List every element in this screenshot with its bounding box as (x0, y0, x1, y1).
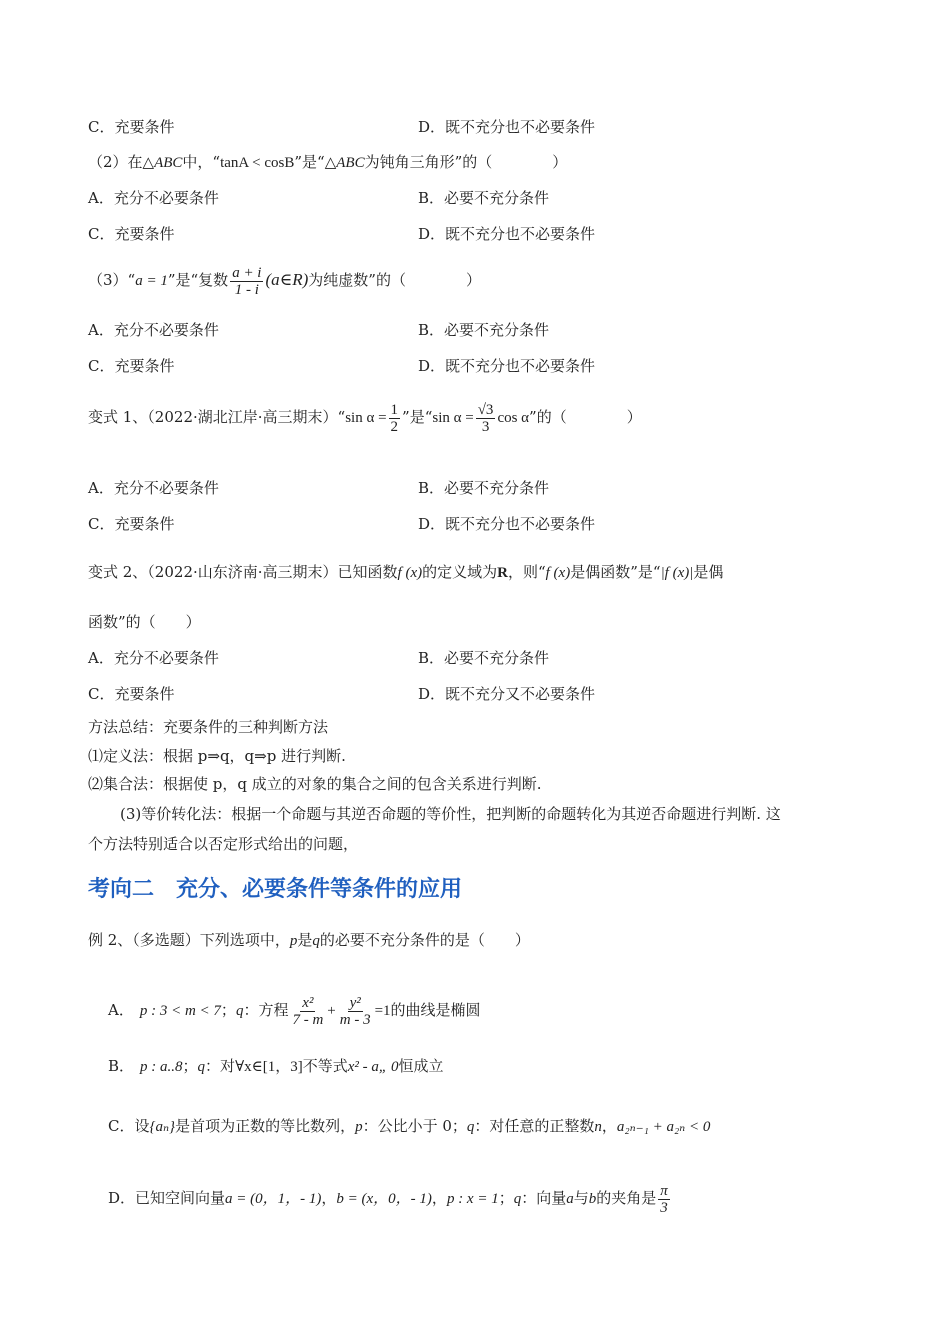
v2-mid1: 的定义域为 (422, 563, 498, 581)
v1-option-b: B．必要不充分条件 (418, 479, 550, 497)
v2-R: R (497, 565, 508, 581)
ex2-c-txt2: ：公比小于 0； (362, 1117, 467, 1135)
section-heading: 考向二 充分、必要条件等条件的应用 (88, 877, 463, 902)
q2-option-b: B．必要不充分条件 (418, 189, 550, 207)
v2-stem (88, 562, 723, 583)
ex2-d-yu: 与 (573, 1189, 589, 1207)
v1-rhs: cos α (497, 410, 530, 426)
ex2-d-comma2: ， (431, 1189, 447, 1207)
ex2-c-label: C．设 (108, 1117, 150, 1135)
ex2-a-sep: ； (220, 1001, 236, 1019)
q3-numerator: a + i (232, 264, 262, 281)
q2-condition: tanA < cosB (220, 155, 295, 171)
v1-option-a: A．充分不必要条件 (88, 479, 219, 497)
ex2-option-a (108, 990, 481, 1031)
ex2-b-ineq: x² - a„ 0 (347, 1059, 399, 1075)
method-title: 方法总结：充要条件的三种判断方法 (88, 718, 329, 736)
ex2-d-a: a = (0，1，- 1) (225, 1191, 322, 1207)
ex2-b-end: 恒成立 (398, 1057, 444, 1075)
ex2-a-txt: ：方程 (243, 1001, 289, 1019)
q3-option-c: C．充要条件 (88, 357, 175, 375)
ex2-c-txt: 是首项为正数的等比数列， (175, 1117, 356, 1135)
ex2-a-frac1 (290, 995, 325, 1028)
ex2-suffix: 的必要不充分条件的是（ ） (319, 931, 530, 949)
ex2-b-txt: ：对 (205, 1057, 236, 1075)
ex2-d-num: π (660, 1182, 668, 1199)
ex2-c-p: p (355, 1119, 363, 1135)
v1-option-c: C．充要条件 (88, 515, 175, 533)
ex2-a-end: 的曲线是椭圆 (390, 1001, 481, 1019)
ex2-mid: 是 (297, 931, 313, 949)
ex2-a-n1: x² (302, 994, 314, 1011)
ex2-option-d (108, 1178, 672, 1219)
v2-tail: 是偶 (693, 563, 724, 581)
ex2-b-sep: ； (182, 1057, 198, 1075)
ex2-b-p: p : a..8 (140, 1059, 183, 1075)
v2-stem-line2: 函数”的（ ） (88, 613, 201, 631)
ex2-c-expr: a₂ₙ₋₁ + a₂ₙ < 0 (616, 1119, 711, 1135)
v1-den: 2 (390, 418, 399, 435)
method-line-1: ⑴定义法：根据 p⇒q，q⇒p 进行判断. (88, 747, 346, 765)
ex2-option-c (108, 1116, 710, 1137)
q3-complex-fraction (230, 265, 263, 298)
v2-option-b: B．必要不充分条件 (418, 649, 550, 667)
ex2-a-plus: + (327, 1003, 336, 1019)
method-line-2: ⑵集合法：根据使 p，q 成立的对象的集合之间的包含关系进行判断. (88, 775, 542, 793)
q2-triangle-2: △ABC (324, 155, 365, 171)
v2-option-c: C．充要条件 (88, 685, 175, 703)
v1-mid: ”是“ (402, 408, 433, 426)
ex2-c-q: q (466, 1119, 475, 1135)
q3-option-a: A．充分不必要条件 (88, 321, 219, 339)
ex2-d-comma: ， (321, 1189, 337, 1207)
ex2-d-b: b = (x，0，- 1) (336, 1191, 432, 1207)
ex2-b-q: q (197, 1059, 206, 1075)
q2-suffix: 为钝角三角形”的（ ） (364, 153, 568, 171)
v2-option-d: D．既不充分又不必要条件 (418, 685, 596, 703)
v1-fraction (389, 402, 401, 435)
q3-denominator: 1 - i (234, 281, 259, 298)
ex2-b-label: B． (108, 1057, 135, 1075)
ex2-d-angle (658, 1183, 670, 1216)
ex2-b-forall: ∀x∈[1，3] (235, 1059, 303, 1075)
ex2-d-txt: ：向量 (521, 1189, 567, 1207)
q3-option-d: D．既不充分也不必要条件 (418, 357, 596, 375)
v1-num: 1 (390, 401, 399, 418)
q1-option-d: D．既不充分也不必要条件 (418, 118, 596, 136)
ex2-a-frac2 (338, 995, 373, 1028)
v2-mid3: 是偶函数”是“ (570, 563, 661, 581)
v1-stem (88, 398, 642, 437)
ex2-d-sep: ； (498, 1189, 514, 1207)
ex2-option-b (108, 1056, 444, 1077)
q3-condition: a = 1 (135, 273, 168, 289)
ex2-prefix: 例 2、（多选题）下列选项中， (88, 931, 290, 949)
q2-stem (88, 152, 567, 173)
ex2-d-txt2: 的夹角是 (596, 1189, 657, 1207)
ex2-d-q: q (513, 1191, 522, 1207)
q2-mid1: 中，“ (182, 153, 221, 171)
ex2-d-den: 3 (660, 1199, 668, 1216)
ex2-c-comma: ， (601, 1117, 617, 1135)
ex2-c-txt3: ：对任意的正整数 (474, 1117, 595, 1135)
q2-option-c: C．充要条件 (88, 225, 175, 243)
ex2-c-seq: {aₙ} (149, 1119, 176, 1135)
ex2-a-n2: y² (349, 994, 361, 1011)
v1-num2: √3 (477, 401, 494, 418)
q2-triangle: △ABC (142, 155, 183, 171)
v2-abs: |f (x)| (660, 565, 694, 581)
q2-mid2: ”是“ (294, 153, 325, 171)
q3-suffix: 为纯虚数”的（ ） (308, 271, 481, 289)
ex2-a-q: q (235, 1003, 244, 1019)
q3-stem (88, 262, 481, 299)
q3-mid: ”是“复数 (167, 271, 229, 289)
ex2-c-n: n (594, 1119, 602, 1135)
q3-domain: (a∈R) (265, 270, 309, 289)
v2-prefix: 变式 2、（2022·山东济南·高三期末）已知函数 (88, 563, 398, 581)
ex2-a-d2: m - 3 (339, 1011, 371, 1028)
ex2-stem (88, 930, 530, 951)
q3-option-b: B．必要不充分条件 (418, 321, 550, 339)
ex2-d-va: a (566, 1191, 574, 1207)
v1-lhs: sin α = (345, 410, 387, 426)
ex2-b-txt2: 不等式 (302, 1057, 348, 1075)
ex2-a-eq: =1 (374, 1003, 391, 1019)
ex2-a-p: p : 3 < m < 7 (139, 1003, 221, 1019)
v1-fraction-2 (476, 402, 496, 435)
ex2-d-p: p : x = 1 (446, 1191, 499, 1207)
q1-option-c: C．充要条件 (88, 118, 175, 136)
v2-fx: f (x) (397, 565, 423, 581)
ex2-d-vb: b (588, 1191, 597, 1207)
v2-mid2: ，则“ (507, 563, 546, 581)
v1-prefix: 变式 1、（2022·湖北江岸·高三期末）“ (88, 408, 346, 426)
q3-prefix: （3）“ (88, 271, 136, 289)
q2-prefix: （2）在 (88, 153, 143, 171)
q2-option-d: D．既不充分也不必要条件 (418, 225, 596, 243)
v1-lhs2: sin α = (432, 410, 474, 426)
method-line-4: 个方法特别适合以否定形式给出的问题， (88, 835, 359, 853)
v1-den2: 3 (481, 418, 490, 435)
v1-suffix: ”的（ ） (529, 408, 642, 426)
ex2-d-label: D．已知空间向量 (108, 1189, 226, 1207)
v2-fx2: f (x) (545, 565, 571, 581)
ex2-a-d1: 7 - m (292, 1011, 324, 1028)
q2-option-a: A．充分不必要条件 (88, 189, 219, 207)
v2-option-a: A．充分不必要条件 (88, 649, 219, 667)
ex2-a-label: A． (108, 1001, 134, 1019)
ex2-p: p (289, 933, 298, 949)
v1-option-d: D．既不充分也不必要条件 (418, 515, 596, 533)
method-line-3: (3)等价转化法：根据一个命题与其逆否命题的等价性，把判断的命题转化为其逆否命题进行判断. 这 (120, 805, 781, 823)
ex2-q: q (312, 933, 320, 949)
